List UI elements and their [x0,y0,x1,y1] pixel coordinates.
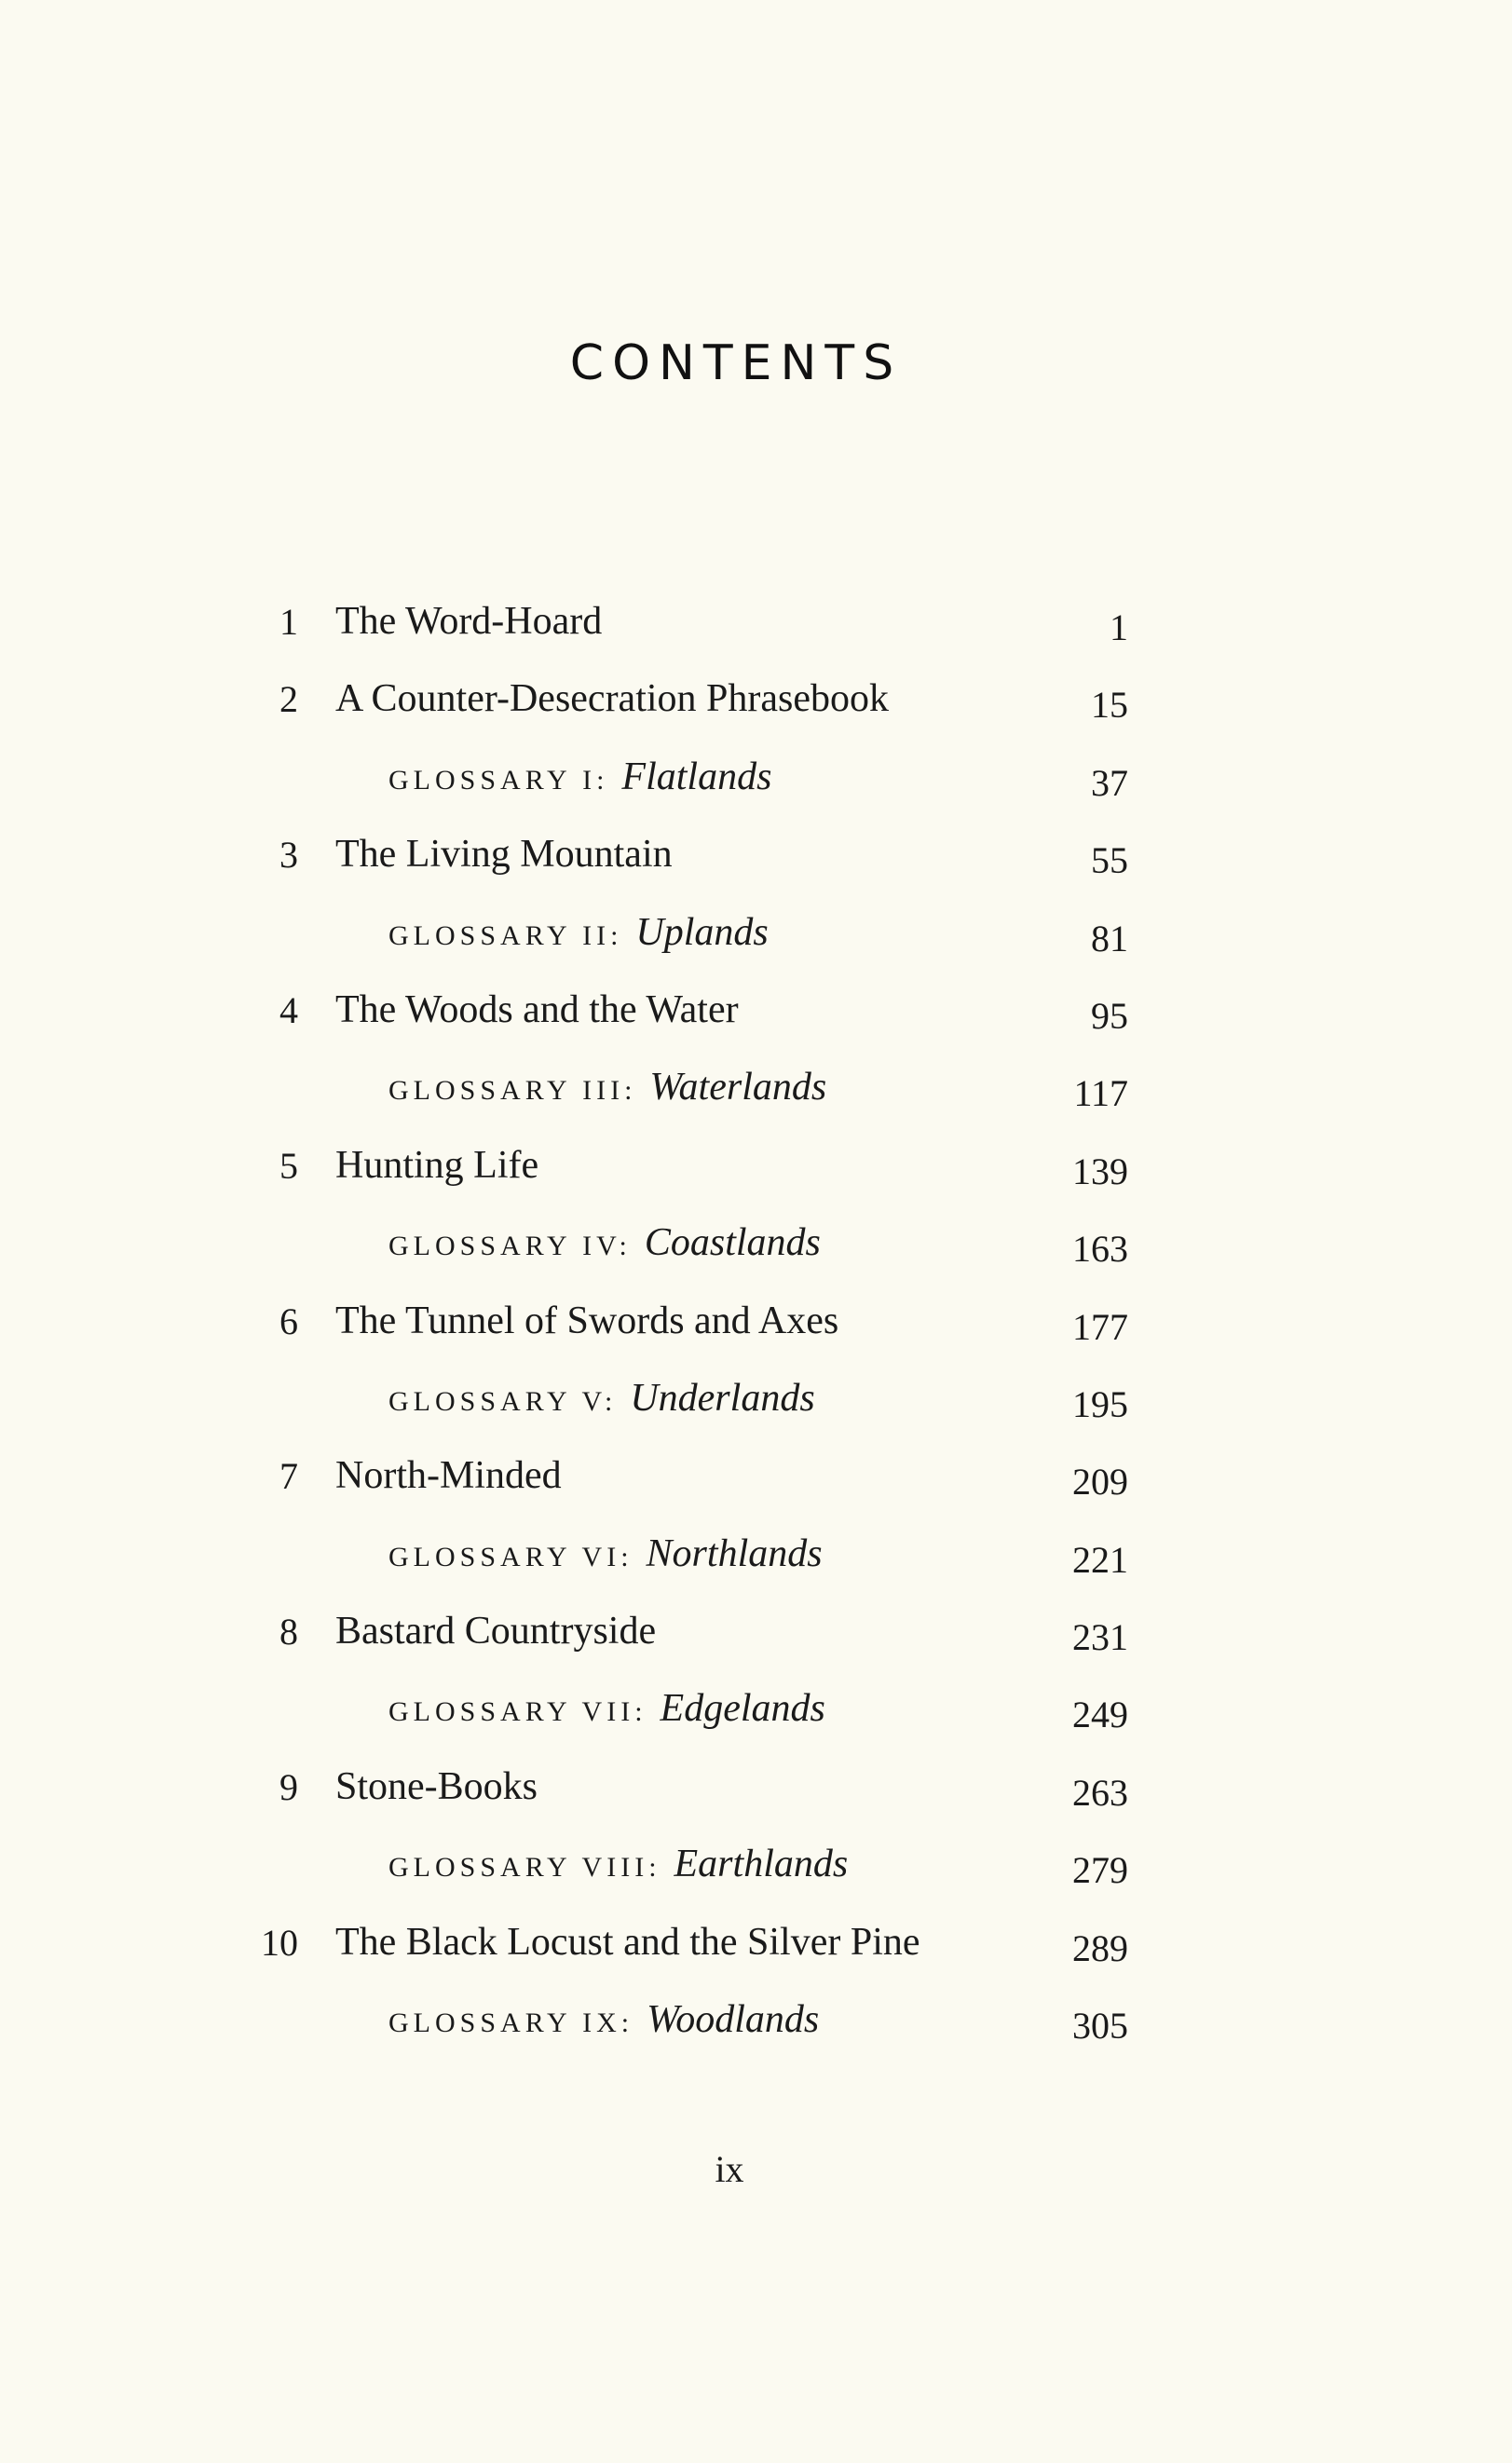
glossary-label: GLOSSARY VII: [388,1696,647,1728]
glossary-name: Uplands [635,910,769,954]
page-reference: 95 [1091,994,1128,1037]
page-reference: 263 [1072,1771,1128,1814]
toc-glossary-entry [0,1981,1512,2059]
glossary-label: GLOSSARY IX: [388,2007,634,2039]
chapter-number: 2 [279,678,298,721]
page-title: CONTENTS [569,335,903,391]
chapter-number: 7 [279,1455,298,1498]
chapter-number: 8 [279,1611,298,1653]
page-reference: 177 [1072,1305,1128,1348]
glossary-name: Woodlands [647,1998,820,2042]
toc-chapter-entry [0,1127,1512,1204]
page-reference: 221 [1072,1538,1128,1581]
chapter-title: Hunting Life [335,1143,539,1187]
chapter-title: The Living Mountain [335,833,673,877]
glossary-heading [388,1204,821,1289]
glossary-heading [388,1516,823,1600]
page-number: ix [715,2148,744,2190]
toc-chapter-entry [0,1437,1512,1515]
page-reference: 289 [1072,1926,1128,1969]
toc-chapter-entry [0,1593,1512,1670]
toc-glossary-entry [0,1049,1512,1126]
chapter-title: The Woods and the Water [335,987,739,1031]
glossary-heading [388,1826,848,1911]
page-reference: 231 [1072,1616,1128,1659]
glossary-name: Underlands [630,1376,815,1420]
glossary-heading [388,1670,825,1755]
chapter-title: A Counter-Desecration Phrasebook [335,677,890,721]
page-reference: 195 [1072,1382,1128,1425]
glossary-label: GLOSSARY IV: [388,1231,632,1262]
toc-glossary-entry [0,1670,1512,1748]
chapter-number: 4 [279,988,298,1031]
glossary-name: Coastlands [644,1221,821,1265]
toc-glossary-entry [0,1204,1512,1282]
chapter-title: The Black Locust and the Silver Pine [335,1920,920,1964]
glossary-label: GLOSSARY II: [388,919,623,951]
glossary-heading [388,1360,815,1445]
glossary-heading [388,1981,819,2066]
page-reference: 81 [1091,917,1128,959]
toc-chapter-entry [0,972,1512,1049]
toc-glossary-entry [0,1360,1512,1437]
page-reference: 1 [1110,606,1128,648]
chapter-number: 3 [279,834,298,877]
glossary-heading [388,739,771,823]
chapter-title: The Tunnel of Swords and Axes [335,1299,839,1342]
glossary-label: GLOSSARY III: [388,1075,637,1107]
page-reference: 163 [1072,1228,1128,1271]
toc-glossary-entry [0,739,1512,816]
chapter-title: North-Minded [335,1454,562,1498]
page-reference: 37 [1091,761,1128,804]
toc-chapter-entry [0,1904,1512,1981]
page-reference: 249 [1072,1694,1128,1736]
page-reference: 305 [1072,2005,1128,2048]
glossary-heading [388,1049,826,1134]
glossary-name: Edgelands [660,1687,825,1731]
page-reference: 209 [1072,1461,1128,1504]
glossary-label: GLOSSARY V: [388,1385,618,1417]
chapter-number: 5 [279,1144,298,1187]
toc-chapter-entry [0,1749,1512,1826]
glossary-name: Waterlands [649,1066,827,1109]
toc-chapter-entry [0,583,1512,660]
page-reference: 55 [1091,839,1128,882]
page-reference: 15 [1091,684,1128,727]
toc-chapter-entry [0,1283,1512,1360]
glossary-name: Northlands [646,1531,823,1575]
toc-glossary-entry [0,1516,1512,1593]
glossary-name: Earthlands [674,1843,849,1886]
page-reference: 117 [1073,1072,1128,1115]
glossary-label: GLOSSARY VI: [388,1541,633,1572]
chapter-number: 1 [279,601,298,643]
glossary-label: GLOSSARY VIII: [388,1852,661,1884]
chapter-title: Stone-Books [335,1764,538,1808]
chapter-title: The Word-Hoard [335,600,603,643]
glossary-label: GLOSSARY I: [388,764,609,796]
toc-chapter-entry [0,660,1512,738]
chapter-title: Bastard Countryside [335,1610,657,1653]
glossary-heading [388,894,769,979]
table-of-contents [0,583,1512,2059]
page-reference: 139 [1072,1150,1128,1192]
toc-glossary-entry [0,894,1512,972]
chapter-number: 10 [261,1921,298,1964]
page-reference: 279 [1072,1849,1128,1892]
toc-glossary-entry [0,1826,1512,1903]
chapter-number: 9 [279,1765,298,1808]
glossary-name: Flatlands [621,755,772,798]
toc-chapter-entry [0,816,1512,893]
chapter-number: 6 [279,1300,298,1342]
